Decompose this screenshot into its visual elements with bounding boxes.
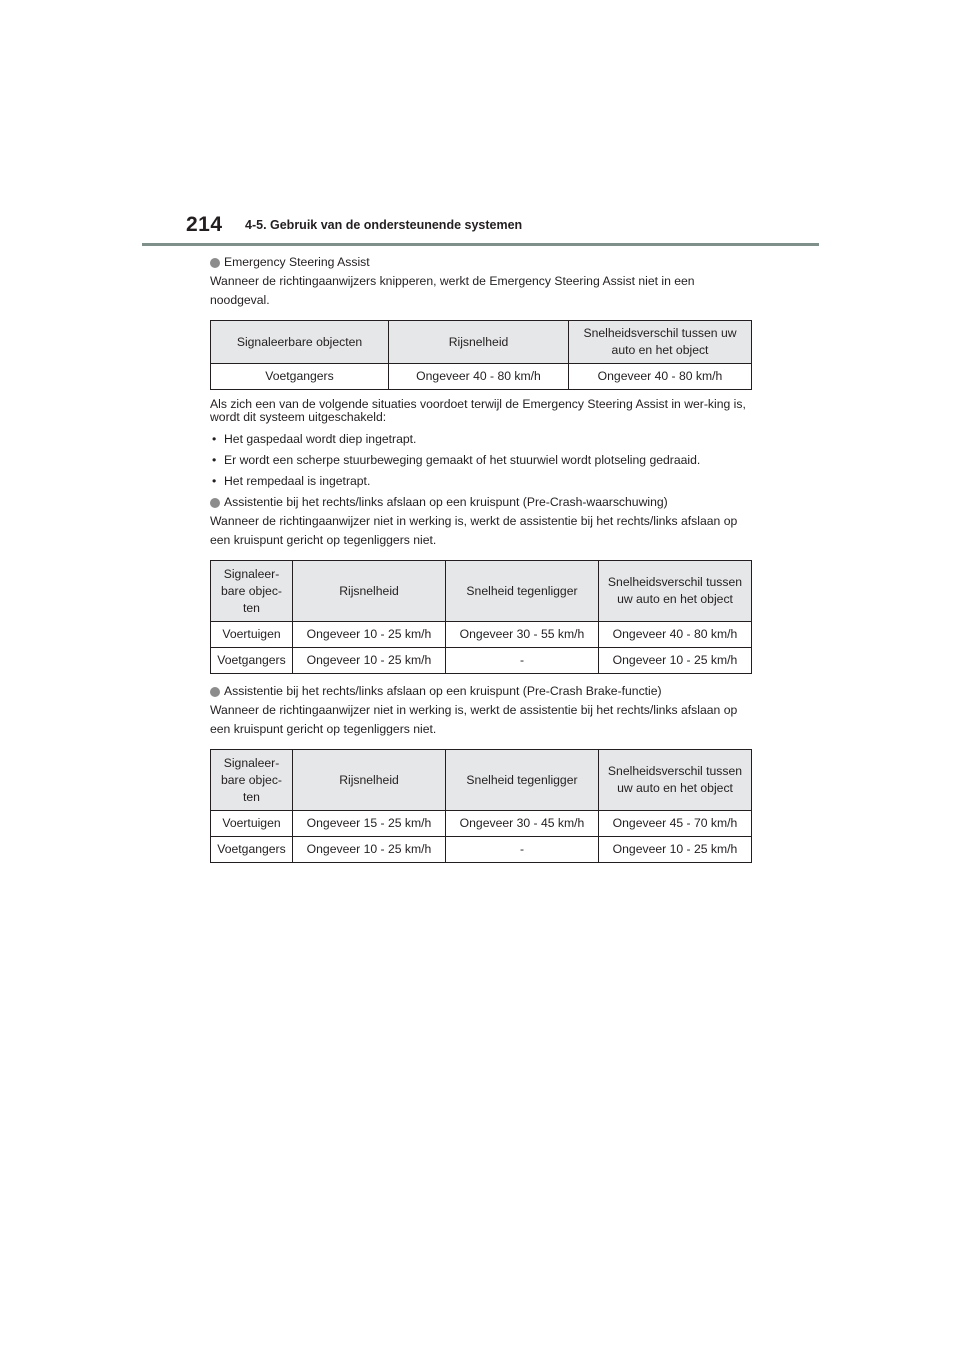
table-header-cell: Snelheidsverschil tussen uw auto en het object	[599, 561, 752, 622]
circle-bullet-icon	[210, 687, 220, 697]
heading-text: Assistentie bij het rechts/links afslaan op een kruispunt (Pre-Crash-waarschuwing)	[224, 495, 668, 509]
table-header-cell: Snelheidsverschil tussen uw auto en het object	[599, 750, 752, 811]
page-number: 214	[186, 213, 223, 236]
circle-bullet-icon	[210, 498, 220, 508]
table-row	[211, 364, 752, 390]
condition-list	[210, 430, 755, 491]
paragraph: Als zich een van de volgende situaties voordoet terwijl de Emergency Steering Assist in wer-king is, wordt dit systeem uitgeschakeld:	[210, 397, 746, 424]
spec-table-emergency-steering	[210, 320, 752, 390]
table-header-cell: Signaleer-bare objec-ten	[211, 750, 293, 811]
table-header-cell: Signaleerbare objecten	[211, 321, 389, 364]
table-cell: Ongeveer 40 - 80 km/h	[599, 622, 752, 648]
list-item-text: Het gaspedaal wordt diep ingetrapt.	[224, 432, 417, 446]
heading-text: Assistentie bij het rechts/links afslaan op een kruispunt (Pre-Crash Brake-functie)	[224, 684, 662, 698]
paragraph: Wanneer de richtingaanwijzer niet in werking is, werkt de assistentie bij het rechts/links afslaan op een kruispunt gericht op tegenliggers niet.	[210, 514, 738, 547]
table-cell: Ongeveer 10 - 25 km/h	[293, 622, 446, 648]
table-header-row	[211, 750, 752, 811]
table-row	[211, 622, 752, 648]
heading-text: Emergency Steering Assist	[224, 255, 370, 269]
table-header-row	[211, 561, 752, 622]
table-cell: Ongeveer 10 - 25 km/h	[293, 837, 446, 863]
list-item	[210, 430, 755, 449]
table-row	[211, 648, 752, 674]
bullet-dot: •	[212, 474, 217, 488]
section-heading-turn-assist-brake	[210, 682, 755, 701]
table-header-cell: Snelheidsverschil tussen uw auto en het object	[569, 321, 752, 364]
spec-table-turn-assist-warning	[210, 560, 752, 674]
header-divider	[142, 243, 819, 246]
bullet-dot: •	[212, 453, 217, 467]
table-cell: Ongeveer 10 - 25 km/h	[599, 648, 752, 674]
paragraph: Wanneer de richtingaanwijzers knipperen, werkt de Emergency Steering Assist niet in een noodgeval.	[210, 274, 695, 307]
list-item	[210, 451, 755, 470]
table-cell: Voetgangers	[211, 648, 293, 674]
spec-table-turn-assist-brake	[210, 749, 752, 863]
table-header-cell: Snelheid tegenligger	[446, 750, 599, 811]
table-cell: Voetgangers	[211, 364, 389, 390]
table-cell: Ongeveer 30 - 45 km/h	[446, 811, 599, 837]
table-header-cell: Rijsnelheid	[389, 321, 569, 364]
table-cell: Ongeveer 40 - 80 km/h	[389, 364, 569, 390]
section-heading-emergency-steering	[210, 253, 755, 272]
table-cell: Voetgangers	[211, 837, 293, 863]
table-header-cell: Snelheid tegenligger	[446, 561, 599, 622]
bullet-dot: •	[212, 432, 217, 446]
table-row	[211, 837, 752, 863]
page-content	[210, 253, 755, 871]
table-header-cell: Rijsnelheid	[293, 561, 446, 622]
section-heading-turn-assist-warning	[210, 493, 755, 512]
table-cell: Ongeveer 10 - 25 km/h	[293, 648, 446, 674]
table-cell: Voertuigen	[211, 622, 293, 648]
paragraph: Wanneer de richtingaanwijzer niet in werking is, werkt de assistentie bij het rechts/links afslaan op een kruispunt gericht op tegenliggers niet.	[210, 703, 738, 736]
table-cell: Ongeveer 15 - 25 km/h	[293, 811, 446, 837]
table-cell: -	[446, 837, 599, 863]
table-cell: Ongeveer 10 - 25 km/h	[599, 837, 752, 863]
table-row	[211, 811, 752, 837]
list-item	[210, 472, 755, 491]
table-cell: Ongeveer 45 - 70 km/h	[599, 811, 752, 837]
table-header-row	[211, 321, 752, 364]
table-cell: Ongeveer 30 - 55 km/h	[446, 622, 599, 648]
section-title: 4-5. Gebruik van de ondersteunende systemen	[245, 218, 523, 232]
table-header-cell: Signaleer-bare objec-ten	[211, 561, 293, 622]
circle-bullet-icon	[210, 258, 220, 268]
page-header	[0, 0, 960, 250]
table-cell: Ongeveer 40 - 80 km/h	[569, 364, 752, 390]
table-header-cell: Rijsnelheid	[293, 750, 446, 811]
list-item-text: Er wordt een scherpe stuurbeweging gemaakt of het stuurwiel wordt plotseling gedraaid.	[224, 453, 701, 467]
table-cell: Voertuigen	[211, 811, 293, 837]
list-item-text: Het rempedaal is ingetrapt.	[224, 474, 371, 488]
table-cell: -	[446, 648, 599, 674]
